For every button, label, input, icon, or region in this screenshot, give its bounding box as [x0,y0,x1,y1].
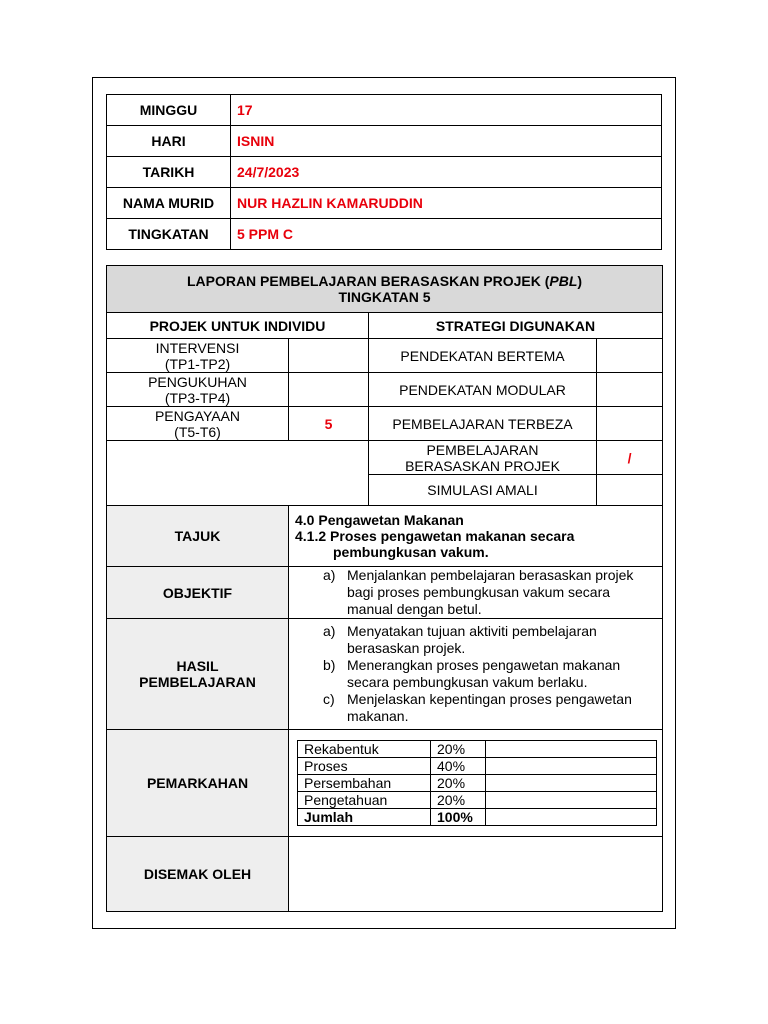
hasil-label-line1: HASIL [176,658,219,674]
tajuk-content [289,506,663,567]
pemarkahan-content [289,730,663,837]
level-label [107,373,289,407]
disemak-signature [289,837,663,912]
level-row-intervensi [107,339,663,373]
info-label: TINGKATAN [107,219,231,250]
info-label: HARI [107,126,231,157]
objektif-label: OBJEKTIF [107,567,289,619]
tajuk-row [107,506,663,567]
student-info-table [106,94,662,250]
hasil-label [107,619,289,730]
report-title [107,266,663,313]
strategy-label-line2: BERASASKAN PROJEK [405,457,560,474]
criteria-score [486,758,657,775]
objektif-content [289,567,663,619]
strategy-mark [597,475,663,506]
objektif-row [107,567,663,619]
empty-cell [107,441,369,506]
strategy-label: PENDEKATAN BERTEMA [369,339,597,373]
report-title-line2: TINGKATAN 5 [338,289,431,305]
marking-total-row [298,809,657,826]
criteria-name: Pengetahuan [298,792,431,809]
info-label: MINGGU [107,95,231,126]
strategy-label: PENDEKATAN MODULAR [369,373,597,407]
strategy-mark [597,373,663,407]
criteria-name: Rekabentuk [298,741,431,758]
level-label-line1: PENGUKUHAN [148,373,247,390]
criteria-name: Persembahan [298,775,431,792]
hasil-item: Menjelaskan kepentingan proses pengawetan makanan. [347,691,632,724]
report-title-text: LAPORAN PEMBELAJARAN BERASASKAN PROJEK ( [186,273,550,289]
report-title-suffix: ) [577,273,583,289]
col-header-strategi: STRATEGI DIGUNAKAN [369,313,663,339]
info-value: NUR HAZLIN KAMARUDDIN [231,188,662,219]
level-label-line1: INTERVENSI [155,339,240,356]
strategy-label [369,441,597,475]
total-pct: 100% [431,809,486,826]
disemak-label: DISEMAK OLEH [107,837,289,912]
info-label: NAMA MURID [107,188,231,219]
criteria-score [486,792,657,809]
criteria-pct: 20% [431,792,486,809]
info-row-nama [107,188,662,219]
strategy-label: PEMBELAJARAN TERBEZA [369,407,597,441]
pemarkahan-label: PEMARKAHAN [107,730,289,837]
pbl-report-table [106,265,663,912]
info-value: 17 [231,95,662,126]
hasil-content [289,619,663,730]
criteria-name: Proses [298,758,431,775]
strategy-mark: / [597,441,663,475]
level-label [107,339,289,373]
tajuk-line2: 4.1.2 Proses pengawetan makanan secara [295,528,575,544]
level-label-line2: (TP3-TP4) [164,389,231,406]
level-mark [289,373,369,407]
hasil-item: Menyatakan tujuan aktiviti pembelajaran berasaskan projek. [347,623,597,656]
criteria-pct: 20% [431,741,486,758]
marking-row [298,775,657,792]
info-row-hari [107,126,662,157]
hasil-label-line2: PEMBELAJARAN [139,674,256,690]
info-row-tingkatan [107,219,662,250]
criteria-pct: 20% [431,775,486,792]
marking-row [298,741,657,758]
criteria-score [486,775,657,792]
report-title-row [107,266,663,313]
level-row-pengayaan [107,407,663,441]
info-value: 5 PPM C [231,219,662,250]
marking-row [298,792,657,809]
hasil-item: Menerangkan proses pengawetan makanan secara pembungkusan vakum berlaku. [347,657,621,690]
strategy-label: SIMULASI AMALI [369,475,597,506]
info-value: 24/7/2023 [231,157,662,188]
criteria-score [486,741,657,758]
strategy-mark [597,407,663,441]
criteria-pct: 40% [431,758,486,775]
level-mark [289,339,369,373]
level-row-pengukuhan [107,373,663,407]
col-header-projek: PROJEK UNTUK INDIVIDU [107,313,369,339]
info-row-minggu [107,95,662,126]
info-label: TARIKH [107,157,231,188]
level-label-line2: (T5-T6) [174,423,221,440]
total-name: Jumlah [298,809,431,826]
strategy-label-line1: PEMBELAJARAN [426,441,539,458]
strategy-row-pbl [107,441,663,475]
objektif-item: Menjalankan pembelajaran berasaskan projek bagi proses pembungkusan vakum secara manual dengan betul. [347,567,634,617]
tajuk-line3: pembungkusan vakum. [333,544,489,560]
marking-table [297,740,657,826]
hasil-list [295,623,656,725]
tajuk-line1: 4.0 Pengawetan Makanan [295,512,464,528]
report-title-italic: PBL [549,273,578,289]
disemak-row [107,837,663,912]
objektif-list [295,567,656,618]
total-score [486,809,657,826]
info-value: ISNIN [231,126,662,157]
strategy-mark [597,339,663,373]
report-header-row [107,313,663,339]
hasil-row [107,619,663,730]
marking-row [298,758,657,775]
info-row-tarikh [107,157,662,188]
level-label-line1: PENGAYAAN [154,407,241,424]
level-mark: 5 [289,407,369,441]
level-label [107,407,289,441]
tajuk-label: TAJUK [107,506,289,567]
level-label-line2: (TP1-TP2) [164,355,231,372]
pemarkahan-row [107,730,663,837]
